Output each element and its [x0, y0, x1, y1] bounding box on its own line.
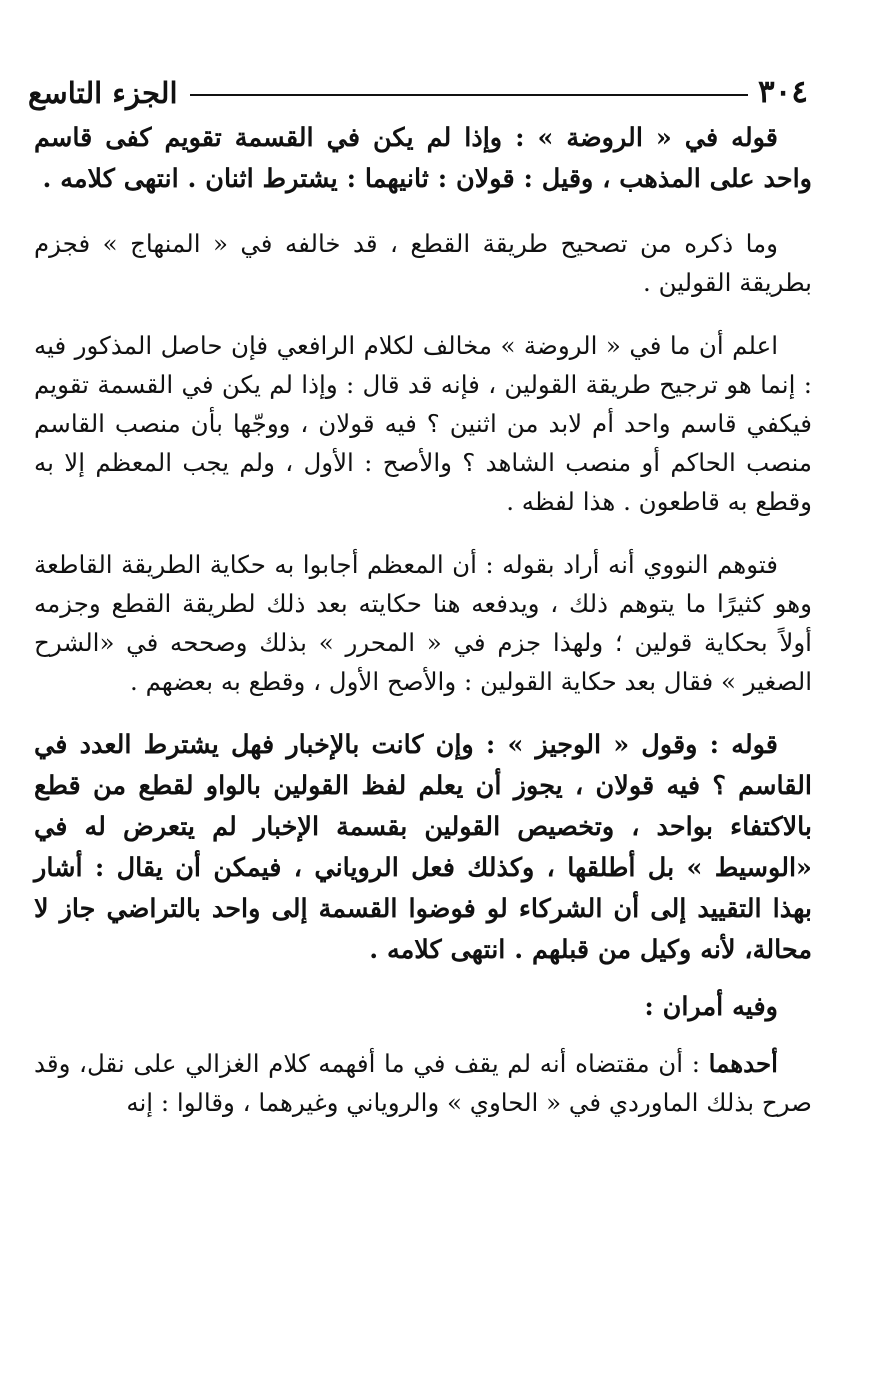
first-point-lead: أحدهما	[708, 1049, 778, 1078]
paragraph-quote-wajiz: قوله : وقول « الوجيز » : وإن كانت بالإخبار فهل يشترط العدد في القاسم ؟ فيه قولان ، يجوز أن يعلم لفظ القولين بالواو لقطع من قطع بالاكتفاء بواحد ، وتخصيص القولين بقسمة الإخبار لم يتعرض له في «الوسيط » بل أطلقها ، وكذلك فعل الروياني ، فيمكن أن يقال : أشار بهذا التقييد إلى أن الشركاء لو فوضوا القسمة إلى واحد بالتراضي جاز لا محالة، لأنه وكيل من قبلهم . انتهى كلامه .	[34, 730, 812, 965]
header-rule	[190, 94, 748, 96]
paragraph-commentary-2: اعلم أن ما في « الروضة » مخالف لكلام الرافعي فإن حاصل المذكور فيه : إنما هو ترجيح طريقة القولين ، فإنه قد قال : وإذا لم يكن في القسمة تقويم فيكفي قاسم واحد أم لابد من اثنين ؟ فيه قولان ، ووجّها بأن منصب القاسم منصب الحاكم أو منصب الشاهد ؟ والأصح : الأول ، ولم يجب المعظم إلا به وقطع به قاطعون . هذا لفظه .	[34, 331, 812, 516]
paragraph-first-point	[34, 1044, 812, 1122]
paragraph-commentary-1: وما ذكره من تصحيح طريقة القطع ، قد خالفه في « المنهاج » فجزم بطريقة القولين .	[34, 229, 812, 297]
paragraph-quote-rawda: قوله في « الروضة » : وإذا لم يكن في القسمة تقويم كفى قاسم واحد على المذهب ، وقيل : قولان : ثانيهما : يشترط اثنان . انتهى كلامه .	[34, 123, 812, 194]
running-head: الجزء التاسع	[28, 76, 178, 110]
first-point-text: : أن مقتضاه أنه لم يقف في ما أفهمه كلام الغزالي على نقل، وقد صرح بذلك الماوردي في « الحاوي » والروياني وغيرهما ، وقالوا : إنه	[34, 1049, 812, 1117]
page-header	[28, 62, 808, 110]
page-body	[34, 118, 812, 1122]
paragraph-two-points: وفيه أمران :	[644, 992, 778, 1022]
page-number: ٣٠٤	[758, 74, 808, 110]
paragraph-commentary-3: فتوهم النووي أنه أراد بقوله : أن المعظم أجابوا به حكاية الطريقة القاطعة وهو كثيرًا ما يتوهم ذلك ، ويدفعه هنا حكايته بعد ذلك لطريقة القطع وجزمه أولاً بحكاية قولين ؛ ولهذا جزم في « المحرر » بذلك وصححه في «الشرح الصغير » فقال بعد حكاية القولين : والأصح الأول ، وقطع به بعضهم .	[34, 550, 812, 696]
